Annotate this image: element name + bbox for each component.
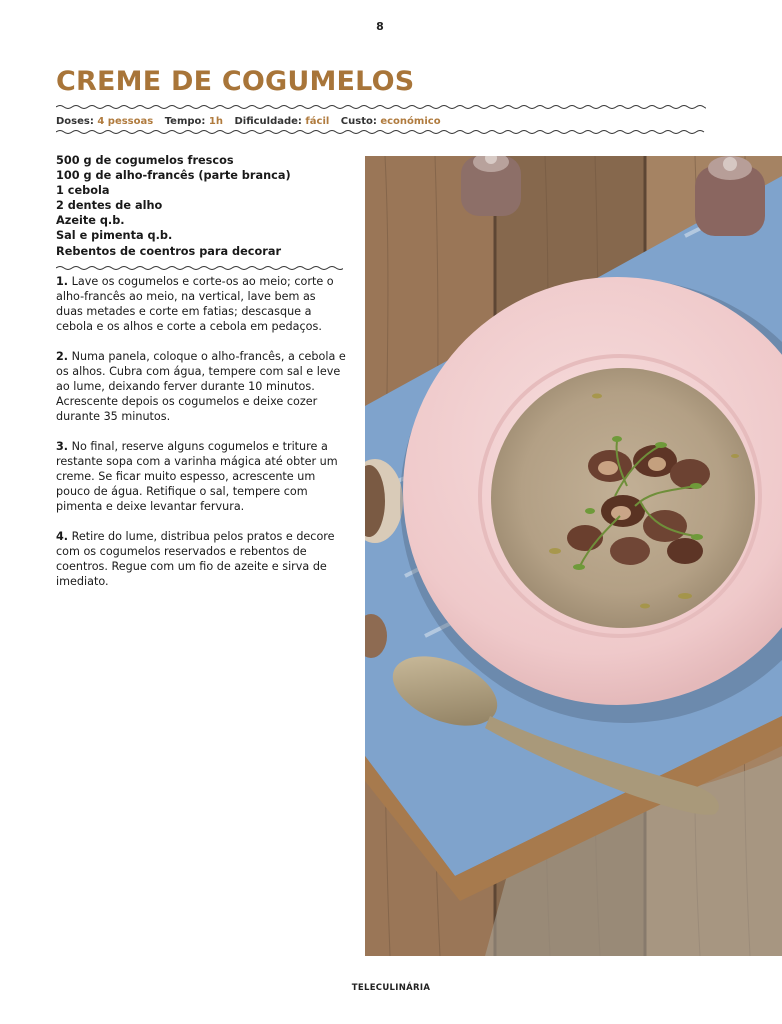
meta-time-value: 1h xyxy=(208,116,223,127)
step-number: 3. xyxy=(56,440,69,453)
meta-cost-label: Custo: xyxy=(340,116,377,127)
meta-doses-value: 4 pessoas xyxy=(97,116,154,127)
step-1 xyxy=(56,274,346,334)
magazine-footer: TELECULINÁRIA xyxy=(351,983,431,993)
wavy-divider xyxy=(56,129,706,135)
step-2 xyxy=(56,349,346,424)
step-number: 1. xyxy=(56,275,69,288)
step-text: Numa panela, coloque o alho-francês, a cebola e os alhos. Cubra com água, tempere com sal e leve ao lume, deixando ferver durante 10 minutos. Acrescente depois os cogumelos e deixe cozer durante 35 minutos. xyxy=(56,350,346,423)
meta-time-label: Tempo: xyxy=(164,116,206,127)
page-number: 8 xyxy=(376,20,384,33)
meta-doses-label: Doses: xyxy=(56,116,94,127)
meta-difficulty-value: fácil xyxy=(305,116,330,127)
ingredient-item: 500 g de cogumelos frescos xyxy=(56,154,234,167)
step-4 xyxy=(56,529,346,589)
ingredients-list xyxy=(56,153,346,259)
recipe-meta xyxy=(56,116,449,127)
ingredient-item: 2 dentes de alho xyxy=(56,199,163,213)
meta-cost-value: económico xyxy=(380,116,441,127)
preparation-steps xyxy=(56,274,346,604)
soup-photo xyxy=(365,156,782,956)
step-text: Lave os cogumelos e corte-os ao meio; corte o alho-francês ao meio, na vertical, lave bem as duas metades e corte em fatias; descasque a cebola e os alhos e corte a cebola em pedaços. xyxy=(56,275,334,333)
salt-mill xyxy=(461,156,521,216)
ingredient-item: Rebentos de coentros para decorar xyxy=(56,244,282,258)
recipe-title: CREME DE COGUMELOS xyxy=(56,66,415,97)
step-3 xyxy=(56,439,346,514)
soup-illustration xyxy=(365,156,782,956)
meta-difficulty-label: Dificuldade: xyxy=(234,116,302,127)
ingredient-item: Azeite q.b. xyxy=(56,214,125,228)
ingredient-item: 100 g de alho-francês (parte branca) xyxy=(56,169,291,183)
step-text: Retire do lume, distribua pelos pratos e decore com os cogumelos reservados e rebentos de coentros. Regue com um fio de azeite e sirva de imediato. xyxy=(56,530,335,588)
ingredient-item: Sal e pimenta q.b. xyxy=(56,229,173,243)
wavy-divider xyxy=(56,104,706,110)
step-number: 2. xyxy=(56,350,69,363)
wavy-divider xyxy=(56,265,343,271)
step-number: 4. xyxy=(56,530,69,543)
ingredient-item: 1 cebola xyxy=(56,184,110,198)
step-text: No final, reserve alguns cogumelos e triture a restante sopa com a varinha mágica até obter um creme. Se ficar muito espesso, acrescente um pouco de água. Retifique o sal, tempere com pimenta e deixe levantar fervura. xyxy=(56,440,338,513)
